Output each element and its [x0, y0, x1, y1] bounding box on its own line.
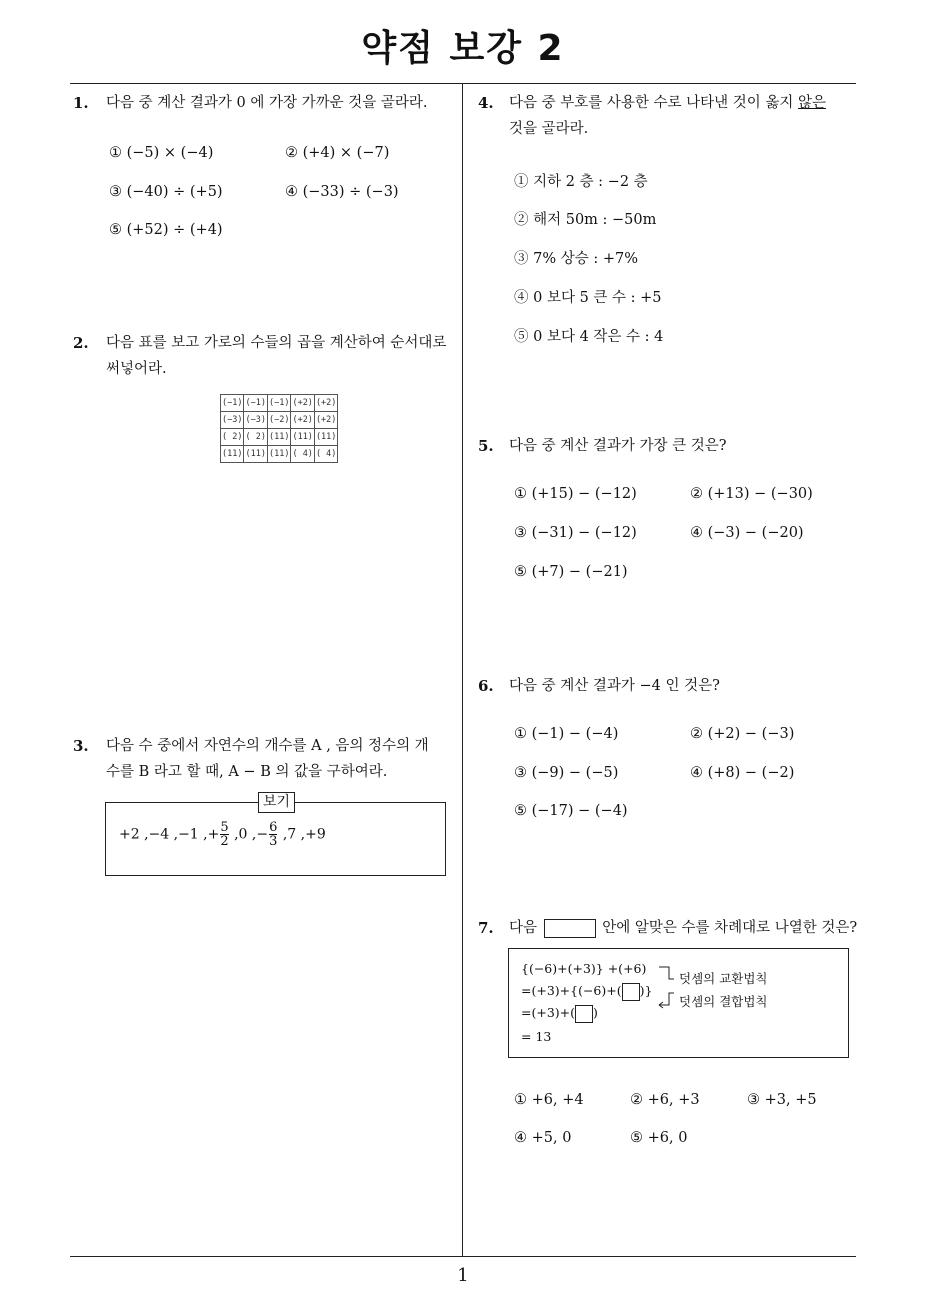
numerator: 6 [269, 820, 278, 835]
option-4[interactable]: ④ (−33) ÷ (−3) [285, 184, 399, 200]
question-text: 다음 중 계산 결과가 −4 인 것은? [509, 678, 720, 694]
option-3[interactable]: ③ (−40) ÷ (+5) [109, 184, 223, 200]
number-table [220, 394, 338, 463]
note-commutative: 덧셈의 교환법칙 [679, 971, 768, 986]
question-text-line-1: 다음 수 중에서 자연수의 개수를 A , 음의 정수의 개 [106, 738, 429, 754]
blank-box [575, 1005, 593, 1023]
page-number: 1 [457, 1265, 469, 1286]
table-cell: (11) [291, 429, 314, 446]
calc-line-4: = 13 [521, 1029, 552, 1044]
question-text [509, 915, 857, 942]
question-number: 1. [73, 94, 89, 112]
option-2[interactable]: ② 해저 50m : −50m [514, 212, 657, 228]
table-cell: (−3) [221, 412, 244, 429]
denominator: 3 [269, 834, 278, 849]
question-number: 4. [478, 94, 494, 112]
table-row [221, 412, 338, 429]
question-number: 5. [478, 437, 494, 455]
bottom-rule [70, 1256, 856, 1257]
underlined-word: 않은 [798, 95, 827, 111]
option-1[interactable]: ① (+15) − (−12) [514, 486, 637, 502]
question-number: 6. [478, 677, 494, 695]
option-2[interactable]: ② +6, +3 [630, 1092, 700, 1108]
calculation-box [508, 948, 849, 1058]
calc-line-1: {(−6)+(+3)} +(+6) [521, 961, 647, 976]
option-5[interactable]: ⑤ +6, 0 [630, 1130, 688, 1146]
fraction [220, 821, 228, 848]
question-number: 3. [73, 737, 89, 755]
question-text-line-1: 다음 표를 보고 가로의 수들의 곱을 계산하여 순서대로 [106, 335, 447, 351]
table-cell: ( 4) [291, 446, 314, 463]
table-cell: ( 2) [221, 429, 244, 446]
option-4[interactable]: ④ 0 보다 5 큰 수 : +5 [514, 290, 662, 306]
question-text: 다음 중 계산 결과가 가장 큰 것은? [509, 438, 727, 454]
calc-text: =(+3)+{(−6)+( [521, 983, 622, 998]
denominator: 2 [220, 834, 229, 849]
number-sequence [119, 821, 326, 848]
option-2[interactable]: ② (+2) − (−3) [690, 726, 795, 742]
question-text-line-2: 써넣어라. [106, 361, 167, 377]
option-5[interactable]: ⑤ (+52) ÷ (+4) [109, 222, 223, 238]
table-cell: (11) [314, 429, 337, 446]
column-divider [462, 84, 463, 1256]
option-3[interactable]: ③ (−31) − (−12) [514, 525, 637, 541]
table-cell: (+2) [314, 395, 337, 412]
table-cell: ( 4) [314, 446, 337, 463]
option-1[interactable]: ① (−5) × (−4) [109, 145, 214, 161]
option-5[interactable]: ⑤ (+7) − (−21) [514, 564, 628, 580]
answer-blank [544, 919, 596, 938]
example-box [105, 794, 446, 876]
table-cell: (−3) [244, 412, 267, 429]
question-text-line-2: 것을 골라라. [509, 121, 589, 137]
table-cell: (−1) [221, 395, 244, 412]
table-cell: (11) [221, 446, 244, 463]
table-cell: (+2) [291, 412, 314, 429]
option-4[interactable]: ④ +5, 0 [514, 1130, 572, 1146]
question-text-line-1 [509, 90, 826, 117]
table-cell: (+2) [314, 412, 337, 429]
calc-line-3 [521, 1004, 598, 1023]
table-cell: (11) [244, 446, 267, 463]
table-row [221, 446, 338, 463]
table-cell: (−1) [244, 395, 267, 412]
blank-box [622, 983, 640, 1001]
question-text: 다음 중 부호를 사용한 수로 나타낸 것이 옳지 [509, 95, 798, 111]
option-3[interactable]: ③ 7% 상승 : +7% [514, 251, 638, 267]
sequence-part: ,7 ,+9 [278, 826, 326, 843]
question-number: 7. [478, 919, 494, 937]
calc-text: )} [639, 983, 653, 998]
option-5[interactable]: ⑤ 0 보다 4 작은 수 : 4 [514, 329, 664, 345]
calc-text: =(+3)+( [521, 1005, 576, 1020]
option-4[interactable]: ④ (−3) − (−20) [690, 525, 804, 541]
table-row [221, 395, 338, 412]
note-associative: 덧셈의 결합법칙 [679, 994, 768, 1009]
example-box-label: 보기 [258, 792, 295, 813]
page-title: 약점 보강 2 [361, 28, 565, 69]
table-cell: (11) [267, 446, 290, 463]
question-number: 2. [73, 334, 89, 352]
fraction [269, 821, 277, 848]
option-2[interactable]: ② (+13) − (−30) [690, 486, 813, 502]
option-1[interactable]: ① (−1) − (−4) [514, 726, 619, 742]
numerator: 5 [220, 820, 229, 835]
sequence-part: ,0 ,− [229, 826, 269, 843]
bracket-arrows-icon [655, 965, 681, 1017]
top-rule [70, 83, 856, 84]
question-text: 다음 중 계산 결과가 0 에 가장 가까운 것을 골라라. [106, 95, 428, 111]
option-1[interactable]: ① 지하 2 층 : −2 층 [514, 174, 648, 190]
calc-text: ) [593, 1005, 598, 1020]
table-cell: (11) [267, 429, 290, 446]
option-5[interactable]: ⑤ (−17) − (−4) [514, 803, 628, 819]
table-cell: (+2) [291, 395, 314, 412]
table-row [221, 429, 338, 446]
calc-line-2 [521, 982, 652, 1001]
option-2[interactable]: ② (+4) × (−7) [285, 145, 390, 161]
question-text-end: 안에 알맞은 수를 차례대로 나열한 것은? [602, 920, 858, 936]
option-1[interactable]: ① +6, +4 [514, 1092, 584, 1108]
option-4[interactable]: ④ (+8) − (−2) [690, 765, 795, 781]
table-cell: ( 2) [244, 429, 267, 446]
sequence-part: +2 ,−4 ,−1 ,+ [119, 826, 220, 843]
question-text-start: 다음 [509, 920, 538, 936]
option-3[interactable]: ③ (−9) − (−5) [514, 765, 619, 781]
option-3[interactable]: ③ +3, +5 [747, 1092, 817, 1108]
table-cell: (−1) [267, 395, 290, 412]
table-cell: (−2) [267, 412, 290, 429]
question-text-line-2: 수를 B 라고 할 때, A − B 의 값을 구하여라. [106, 764, 388, 780]
